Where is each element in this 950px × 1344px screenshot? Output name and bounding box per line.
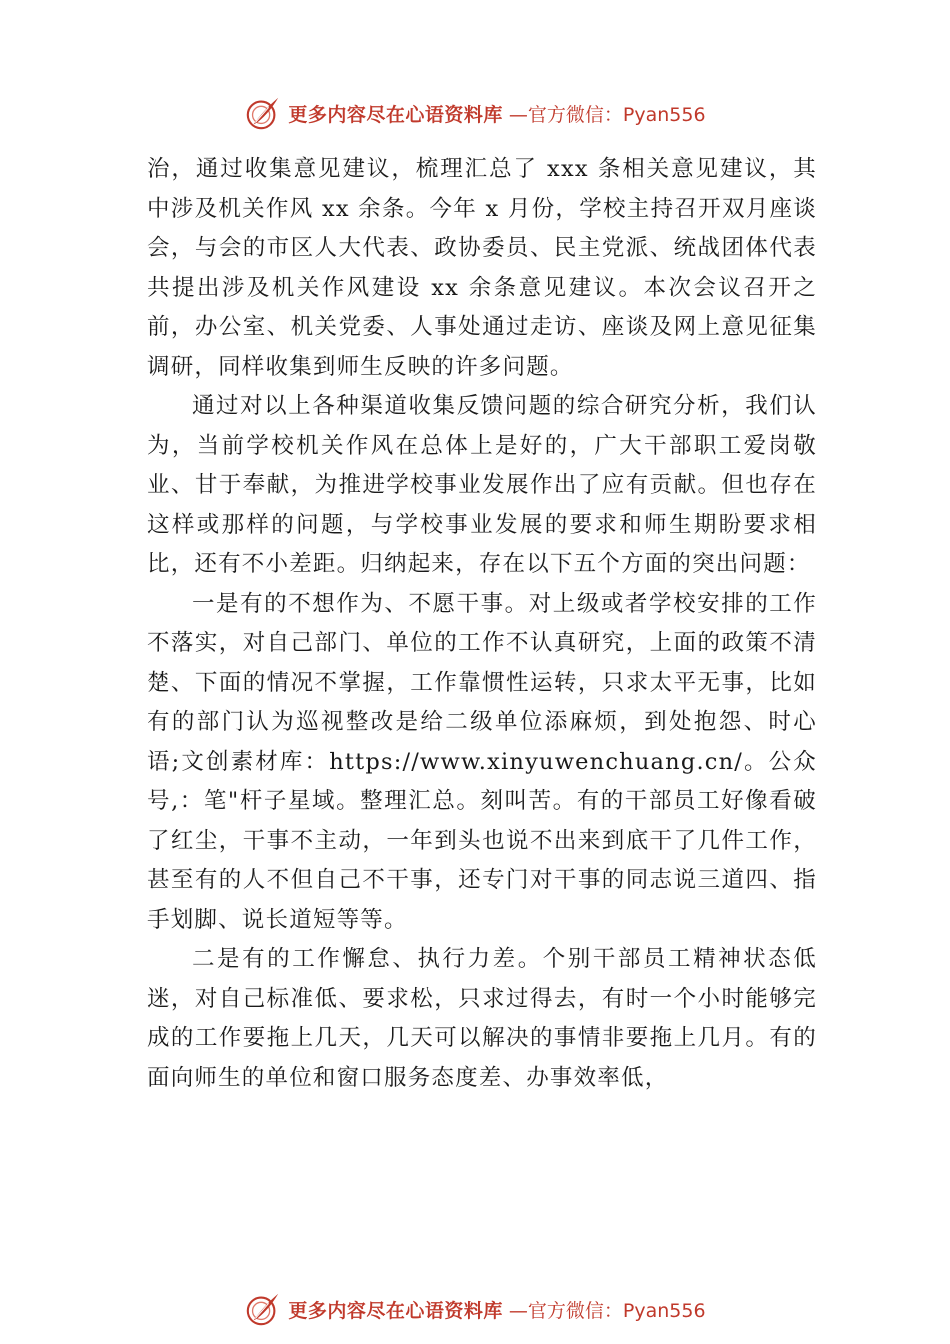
quill-pen-logo-icon [244, 94, 282, 132]
footer-brand-text: 更多内容尽在心语资料库 [288, 1299, 503, 1322]
paragraph-4: 二是有的工作懈怠、执行力差。个别干部员工精神状态低迷，对自己标准低、要求松，只求过得去，有时一个小时能够完成的工作要拖上几天，几天可以解决的事情非要拖上几月。有的面向师生的单位和窗口服务态度差、办事效率低， [147, 946, 817, 1091]
document-body [147, 150, 817, 1098]
footer-contact-text: —官方微信：Pyan556 [508, 1299, 706, 1322]
quill-pen-logo-icon [244, 1290, 282, 1328]
header-contact-text: —官方微信：Pyan556 [508, 103, 706, 126]
paragraph-2: 通过对以上各种渠道收集反馈问题的综合研究分析，我们认为，当前学校机关作风在总体上是好的，广大干部职工爱岗敬业、甘于奉献，为推进学校事业发展作出了应有贡献。但也存在这样或那样的问题，与学校事业发展的要求和师生期盼要求相比，还有不小差距。归纳起来，存在以下五个方面的突出问题： [147, 393, 817, 577]
header-banner [0, 94, 950, 132]
header-brand-text: 更多内容尽在心语资料库 [288, 103, 503, 126]
paragraph-3: 一是有的不想作为、不愿干事。对上级或者学校安排的工作不落实，对自己部门、单位的工作不认真研究，上面的政策不清楚、下面的情况不掌握，工作靠惯性运转，只求太平无事，比如有的部门认为巡视整改是给二级单位添麻烦，到处抱怨、时心语;文创素材库：https://www.xinyuwenchuang.cn/。公众号,：笔"杆子星域。整理汇总。刻叫苦。有的干部员工好像看破了红尘，干事不主动，一年到头也说不出来到底干了几件工作，甚至有的人不但自己不干事，还专门对干事的同志说三道四、指手划脚、说长道短等等。 [147, 590, 817, 933]
paragraph-1: 治，通过收集意见建议，梳理汇总了 xxx 条相关意见建议，其中涉及机关作风 xx 余条。今年 x 月份，学校主持召开双月座谈会，与会的市区人大代表、政协委员、民主党派、统战团体代表共提出涉及机关作风建设 xx 余条意见建议。本次会议召开之前，办公室、机关党委、人事处通过走访、座谈及网上意见征集调研，同样收集到师生反映的许多问题。 [147, 156, 817, 380]
footer-banner [0, 1290, 950, 1328]
